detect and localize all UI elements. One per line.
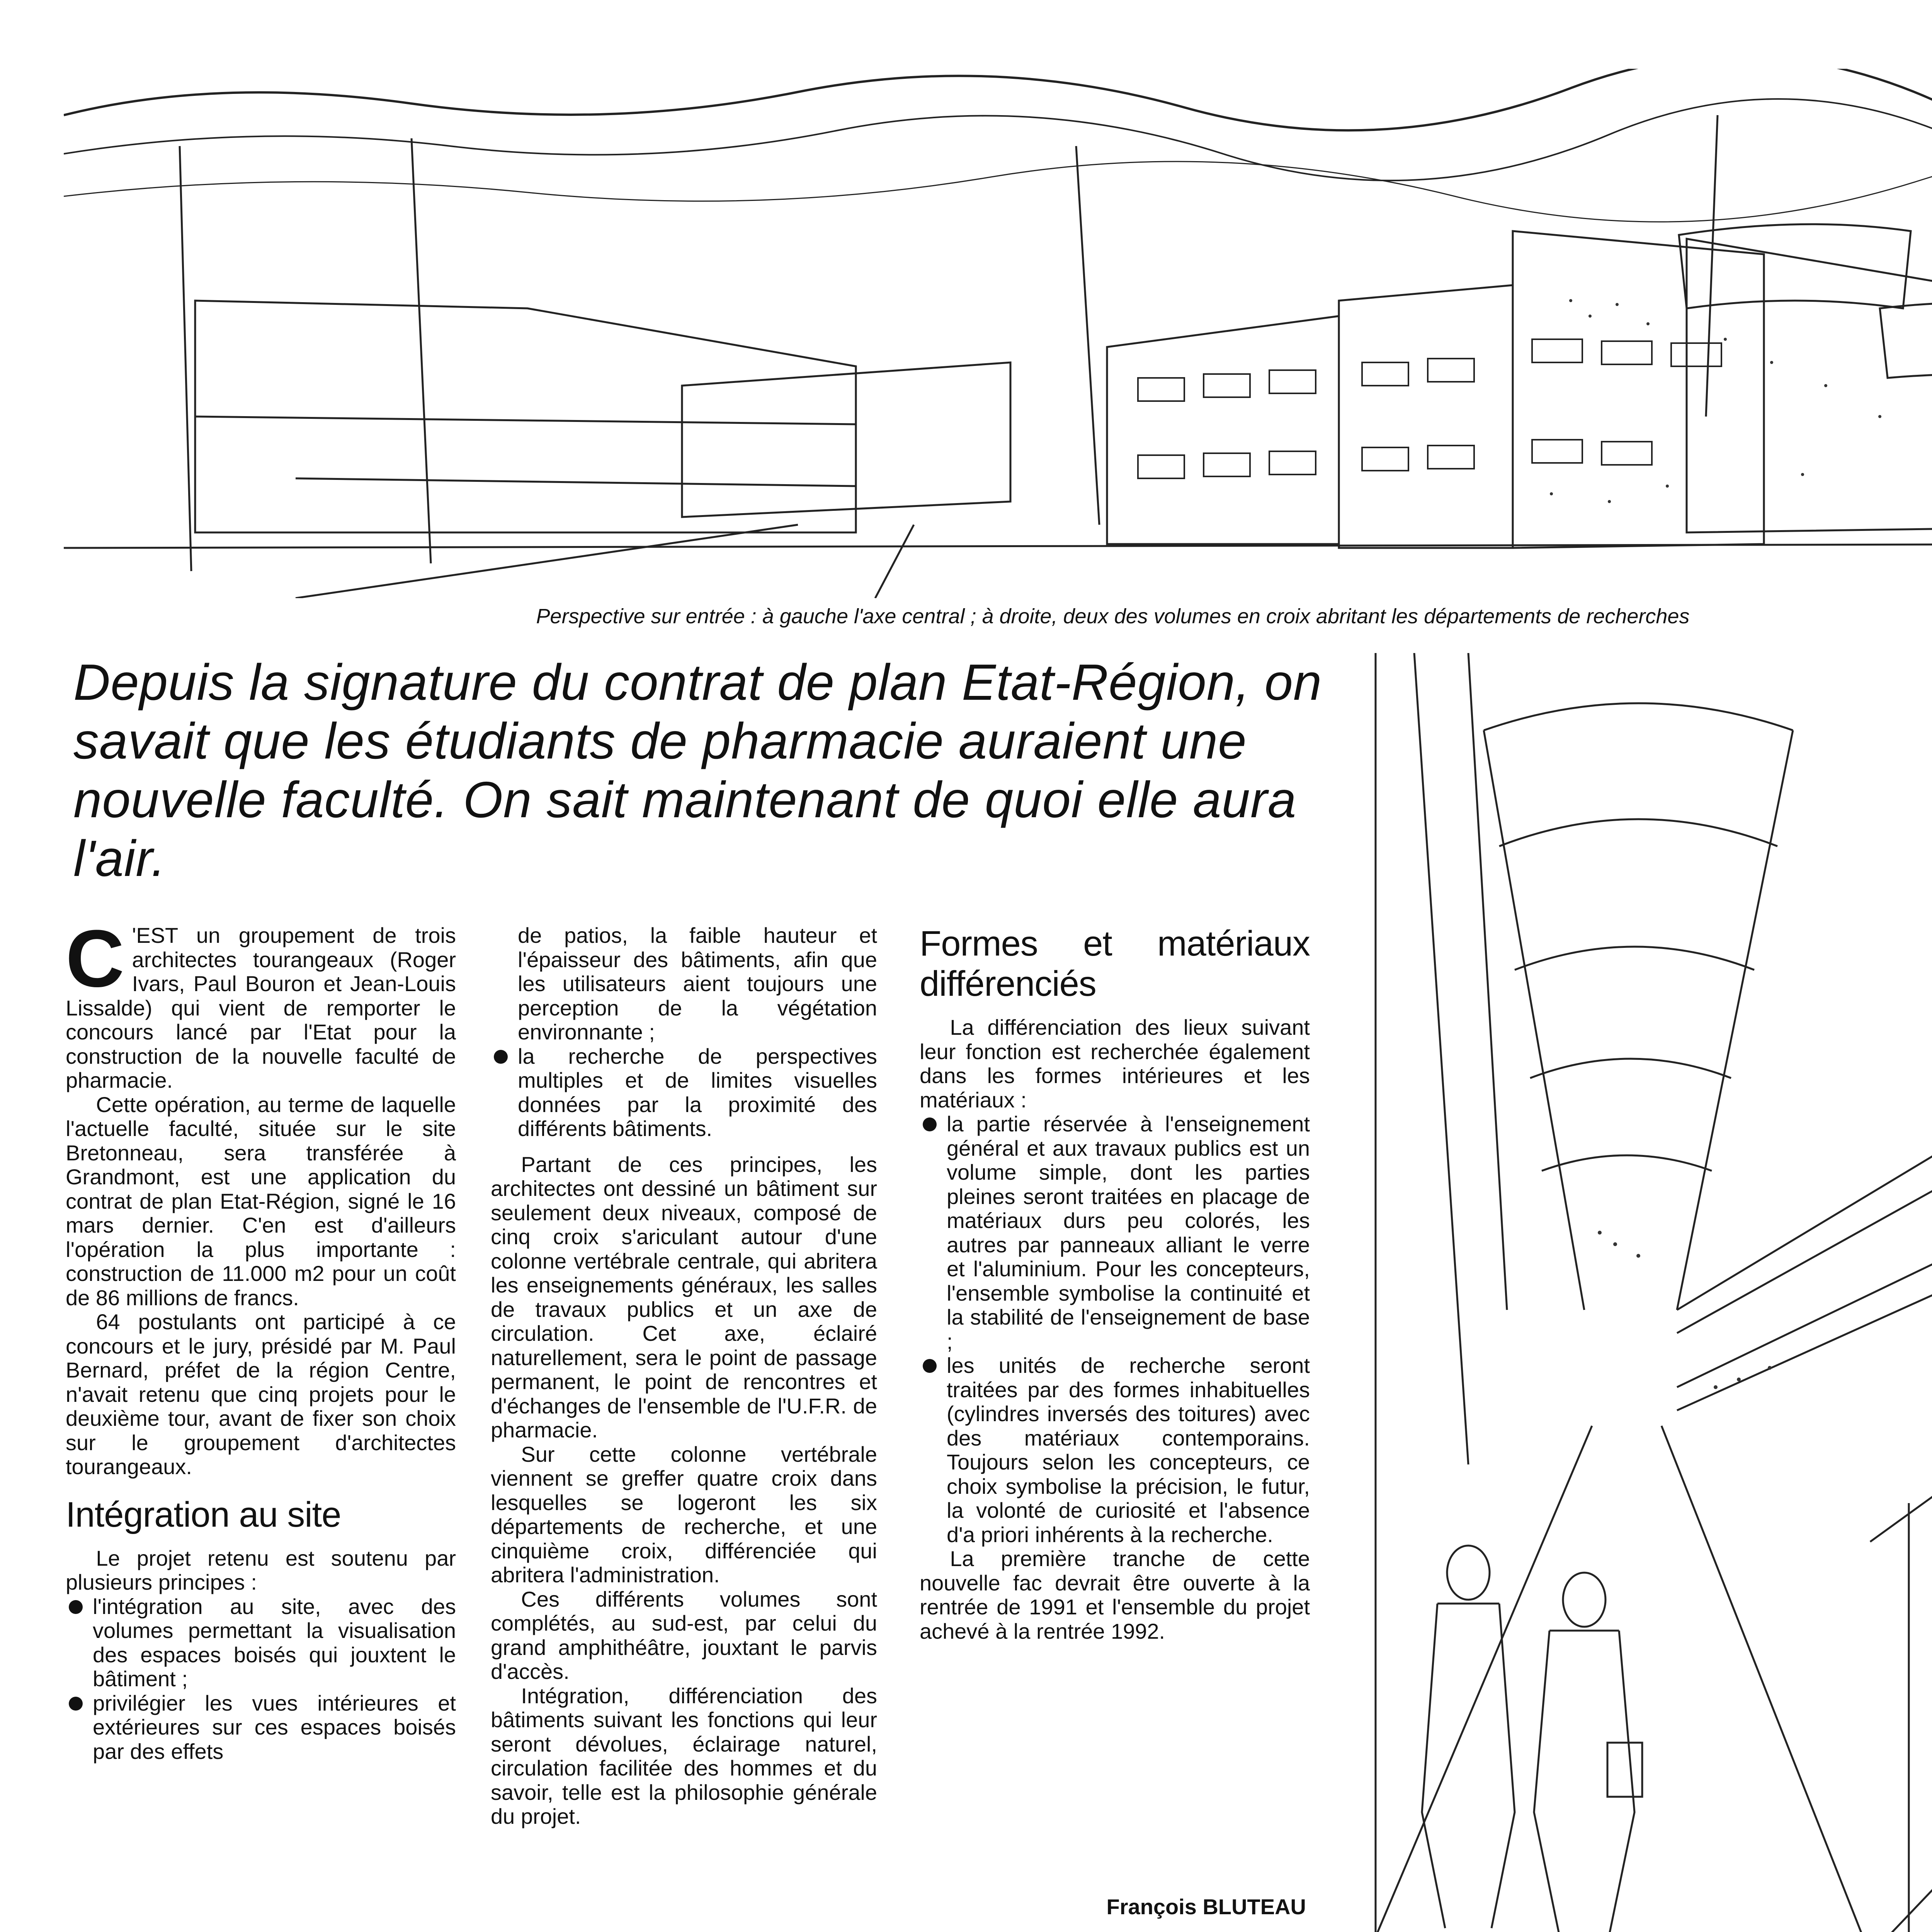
subheading: Formes et matériaux différenciés bbox=[920, 924, 1310, 1003]
list-item: l'intégration au site, avec des volumes permettant la visualisation des espaces boisés qui jouxtent le bâtiment ; bbox=[66, 1595, 456, 1691]
top-illustration bbox=[64, 69, 1932, 598]
illustration-caption: Perspective sur entrée : à gauche l'axe central ; à droite, deux des volumes en croix abritant les départements de recherches bbox=[536, 605, 1690, 628]
architectural-perspective-drawing-icon bbox=[64, 69, 1932, 598]
paragraph: Le projet retenu est soutenu par plusieurs principes : bbox=[66, 1546, 456, 1594]
paragraph: La différenciation des lieux suivant leur fonction est recherchée également dans les formes intérieures et les matériaux : bbox=[920, 1015, 1310, 1112]
list-item: la partie réservée à l'enseignement général et aux travaux publics est un volume simple, dont les parties pleines seront traitées en placage de matériaux durs peu colorés, les autres par panneaux alliant le verre et l'aluminium. Pour les concepteurs, l'ensemble symbolise la continuité et la stabilité de l'enseignement de base ; bbox=[920, 1112, 1310, 1354]
drop-cap: C bbox=[66, 913, 124, 1004]
bullet-list bbox=[491, 1044, 877, 1141]
article-column-1 bbox=[66, 913, 456, 1764]
paragraph: 64 postulants ont participé à ce concours et le jury, présidé par M. Paul Bernard, préfet de la région Centre, n'avait retenu que cinq projets pour le deuxième tour, avant de fixer son choix sur le groupement d'architectes tourangeaux. bbox=[66, 1310, 456, 1479]
article-column-3 bbox=[920, 923, 1310, 1643]
list-item: les unités de recherche seront traitées par des formes inhabituelles (cylindres inversés des toitures) avec des matériaux contemporains. Toujours selon les concepteurs, ce choix symbolise la précision, le futur, la volonté de curiosité et l'absence d'a priori inhérents à la recherche. bbox=[920, 1354, 1310, 1547]
list-item: privilégier les vues intérieures et extérieures sur ces espaces boisés par des effets bbox=[66, 1691, 456, 1764]
byline: François BLUTEAU bbox=[1106, 1895, 1306, 1919]
paragraph: Sur cette colonne vertébrale viennent se greffer quatre croix dans lesquelles se logeront les six départements de recherche, et une cinquième croix, différenciée qui abritera l'administration. bbox=[491, 1442, 877, 1587]
lead-text: 'EST un groupement de trois architectes tourangeaux (Roger Ivars, Paul Bouron et Jean-Louis Lissalde) qui vient de remporter le concours lancé par l'Etat pour la construction de la nouvelle faculté de pharmacie. bbox=[66, 923, 456, 1092]
list-item: la recherche de perspectives multiples et de limites visuelles données par la proximité des différents bâtiments. bbox=[491, 1044, 877, 1141]
paragraph: Cette opération, au terme de laquelle l'actuelle faculté, située sur le site Bretonneau, sera transférée à Grandmont, est une application du contrat de plan Etat-Région, signé le 16 mars dernier. C'en est d'ailleurs l'opération la plus importante : construction de 11.000 m2 pour un coût de 86 millions de francs. bbox=[66, 1092, 456, 1310]
interior-perspective-drawing-icon bbox=[1368, 653, 1932, 1932]
right-illustration bbox=[1368, 653, 1932, 1932]
paragraph: Ces différents volumes sont complétés, au sud-est, par celui du grand amphithéâtre, jouxtant le parvis d'accès. bbox=[491, 1587, 877, 1684]
paragraph: Intégration, différenciation des bâtiments suivant les fonctions qui leur seront dévolues, éclairage naturel, circulation facilitée des hommes et du savoir, telle est la philosophie générale du projet. bbox=[491, 1683, 877, 1828]
article-column-2 bbox=[491, 923, 877, 1829]
bullet-list bbox=[66, 1595, 456, 1764]
bullet-list bbox=[920, 1112, 1310, 1547]
paragraph: Partant de ces principes, les architectes ont dessiné un bâtiment sur seulement deux niveaux, composé de cinq croix s'ariculant autour d'une colonne vertébrale centrale, qui abritera les enseignements généraux, les salles de travaux publics et un axe de circulation. Cet axe, éclairé naturellement, sera le point de passage permanent, le point de rencontres et d'échanges de l'ensemble de l'U.F.R. de pharmacie. bbox=[491, 1152, 877, 1442]
subheading: Intégration au site bbox=[66, 1495, 341, 1534]
headline: Depuis la signature du contrat de plan Etat-Région, on savait que les étudiants de pharmacie auraient une nouvelle faculté. On sait maintenant de quoi elle aura l'air. bbox=[73, 654, 1322, 887]
list-item-continuation: de patios, la faible hauteur et l'épaisseur des bâtiments, afin que les utilisateurs aient toujours une perception de la végétation environnante ; bbox=[518, 923, 877, 1044]
paragraph: La première tranche de cette nouvelle fac devrait être ouverte à la rentrée de 1991 et l'ensemble du projet achevé à la rentrée 1992. bbox=[920, 1546, 1310, 1643]
lead-paragraph bbox=[66, 913, 456, 1093]
